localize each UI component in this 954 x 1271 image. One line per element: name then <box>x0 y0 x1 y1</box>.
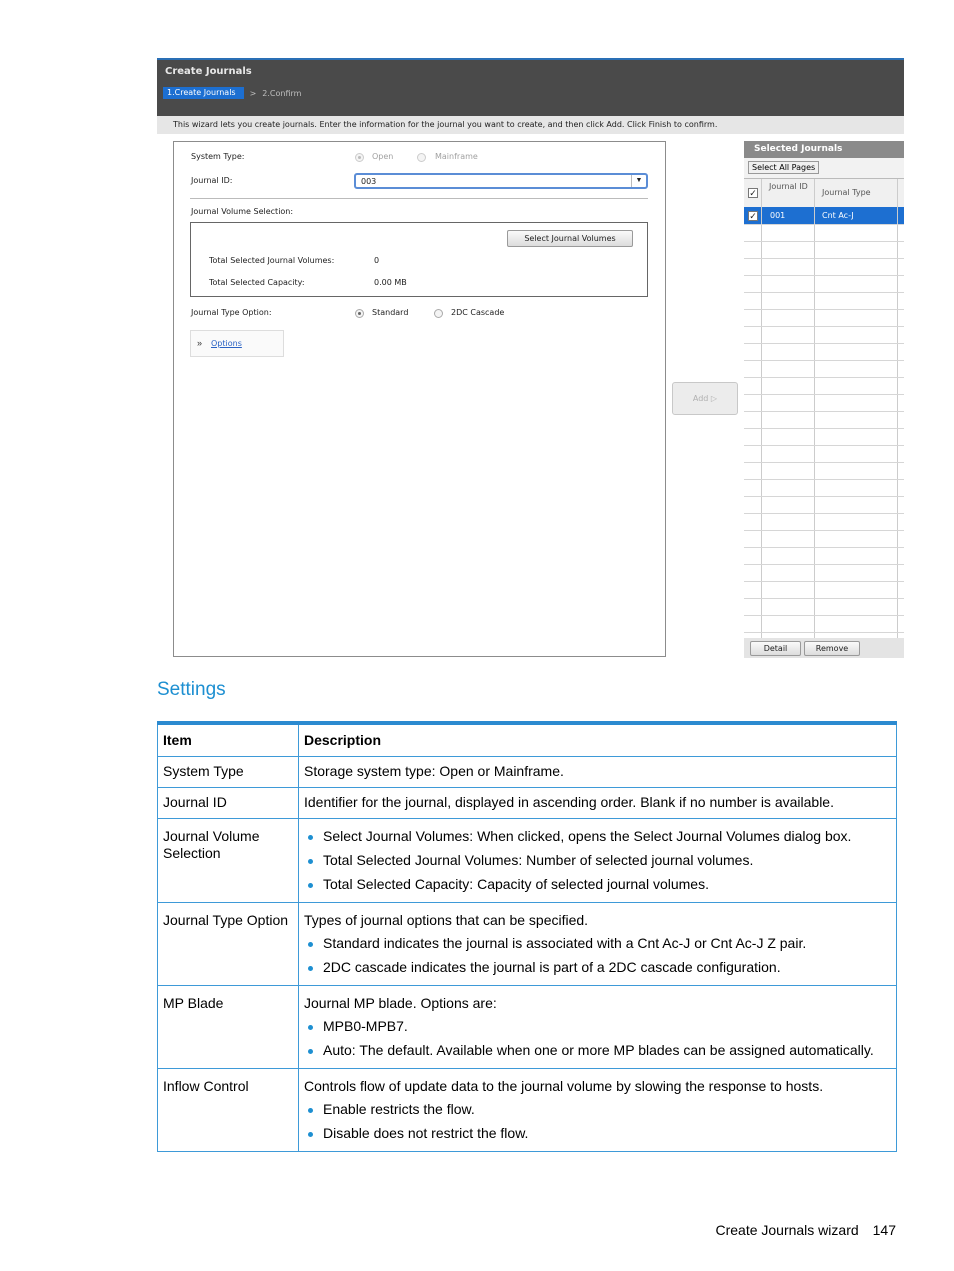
grid-row-line <box>744 615 904 616</box>
table-row <box>158 1069 897 1152</box>
grid-row-line <box>744 411 904 412</box>
table-row <box>158 788 897 819</box>
row-checkbox[interactable]: ✓ <box>749 211 757 221</box>
row-description: Storage system type: Open or Mainframe. <box>299 757 897 788</box>
step-create-journals[interactable]: 1.Create Journals <box>163 87 244 99</box>
journal-id-value: 003 <box>361 177 377 186</box>
grid-row-line <box>744 530 904 531</box>
grid-row-line <box>744 343 904 344</box>
volume-selection-label: Journal Volume Selection: <box>191 207 294 216</box>
table-row <box>158 986 897 1069</box>
bullet-icon <box>308 1132 313 1137</box>
grid-row-line <box>744 258 904 259</box>
mainframe-radio[interactable] <box>417 153 426 162</box>
bullet-text: Total Selected Capacity: Capacity of selected journal volumes. <box>323 876 709 892</box>
section-title: Settings <box>157 679 226 700</box>
bullet-list <box>304 828 891 893</box>
bullet-item <box>304 959 891 976</box>
journal-form <box>173 141 666 657</box>
row-description <box>299 903 897 986</box>
bullet-text: Standard indicates the journal is associated with a Cnt Ac-J or Cnt Ac-J Z pair. <box>323 935 807 951</box>
row-item: Inflow Control <box>158 1069 299 1152</box>
journal-id-label: Journal ID: <box>191 176 233 185</box>
header-item: Item <box>158 723 299 757</box>
bullet-item <box>304 1042 891 1059</box>
table-row <box>158 819 897 903</box>
journal-id-select[interactable] <box>354 173 648 189</box>
grid-row-line <box>744 598 904 599</box>
standard-radio[interactable] <box>355 309 364 318</box>
add-button-label: Add <box>692 394 709 403</box>
bullet-list <box>304 935 891 976</box>
grid-row-line <box>744 445 904 446</box>
grid-divider <box>761 179 762 639</box>
total-capacity-value: 0.00 MB <box>374 278 407 287</box>
header-description: Description <box>299 723 897 757</box>
selected-journals-panel <box>744 141 904 658</box>
row-lead: Controls flow of update data to the journal volume by slowing the response to hosts. <box>304 1078 824 1094</box>
grid-row-line <box>744 224 904 225</box>
row-description <box>299 1069 897 1152</box>
bullet-item <box>304 828 891 845</box>
table-header-row <box>158 723 897 757</box>
selected-journals-footer <box>744 638 904 658</box>
bullet-icon <box>308 942 313 947</box>
open-label: Open <box>372 152 394 161</box>
bullet-item <box>304 852 891 869</box>
dropdown-arrow-icon[interactable]: ▼ <box>631 175 646 187</box>
bullet-text: Disable does not restrict the flow. <box>323 1125 529 1141</box>
bullet-text: 2DC cascade indicates the journal is part of a 2DC cascade configuration. <box>323 959 781 975</box>
wizard-header <box>157 60 904 116</box>
grid-divider <box>897 179 898 639</box>
bullet-text: MPB0-MPB7. <box>323 1018 408 1034</box>
remove-button[interactable]: Remove <box>804 641 860 656</box>
double-chevron-down-icon: » <box>197 338 203 348</box>
wizard-title: Create Journals <box>165 66 252 77</box>
selected-journals-title: Selected Journals <box>744 141 904 158</box>
total-capacity-label: Total Selected Capacity: <box>209 278 305 287</box>
row-journal-type: Cnt Ac-J <box>822 211 854 220</box>
row-item: Journal Type Option <box>158 903 299 986</box>
bullet-icon <box>308 1025 313 1030</box>
grid-row-line <box>744 547 904 548</box>
bullet-icon <box>308 1108 313 1113</box>
bullet-item <box>304 876 891 893</box>
bullet-text: Auto: The default. Available when one or more MP blades can be assigned automatically. <box>323 1042 874 1058</box>
selected-journals-grid <box>744 178 904 639</box>
wizard-screenshot <box>157 58 904 660</box>
bullet-icon <box>308 966 313 971</box>
bullet-icon <box>308 835 313 840</box>
col-journal-id[interactable]: Journal ID <box>769 182 808 191</box>
step-separator: > <box>249 88 257 98</box>
2dc-cascade-radio[interactable] <box>434 309 443 318</box>
bullet-text: Total Selected Journal Volumes: Number of selected journal volumes. <box>323 852 754 868</box>
grid-divider <box>814 179 815 639</box>
total-volumes-label: Total Selected Journal Volumes: <box>209 256 335 265</box>
bullet-icon <box>308 883 313 888</box>
add-button[interactable]: Add ▷ <box>672 382 738 415</box>
row-description <box>299 819 897 903</box>
row-lead: Types of journal options that can be specified. <box>304 912 589 928</box>
grid-row-line <box>744 292 904 293</box>
grid-row-line <box>744 428 904 429</box>
volume-selection-box <box>190 222 648 297</box>
journal-type-option-label: Journal Type Option: <box>191 308 272 317</box>
grid-row-line <box>744 275 904 276</box>
grid-row-line <box>744 513 904 514</box>
grid-row-line <box>744 241 904 242</box>
grid-row-line <box>744 564 904 565</box>
grid-row-line <box>744 462 904 463</box>
bullet-item <box>304 935 891 952</box>
row-item: MP Blade <box>158 986 299 1069</box>
row-item: System Type <box>158 757 299 788</box>
footer-section-title: Create Journals wizard <box>715 1222 859 1238</box>
settings-table <box>157 721 897 1152</box>
page-number: 147 <box>872 1222 896 1238</box>
select-journal-volumes-button[interactable]: Select Journal Volumes <box>507 230 633 247</box>
grid-row-line <box>744 360 904 361</box>
standard-label: Standard <box>372 308 409 317</box>
grid-row-line <box>744 309 904 310</box>
page-footer <box>715 1222 896 1238</box>
table-row <box>158 757 897 788</box>
grid-row-line <box>744 632 904 633</box>
divider <box>190 198 648 199</box>
bullet-item <box>304 1125 891 1142</box>
mainframe-label: Mainframe <box>435 152 478 161</box>
bullet-text: Select Journal Volumes: When clicked, opens the Select Journal Volumes dialog box. <box>323 828 852 844</box>
bullet-list <box>304 1101 891 1142</box>
total-volumes-value: 0 <box>374 256 380 265</box>
options-expander[interactable] <box>190 330 284 357</box>
col-journal-type[interactable]: Journal Type <box>822 188 871 197</box>
system-type-label: System Type: <box>191 152 245 161</box>
row-lead: Journal MP blade. Options are: <box>304 995 497 1011</box>
bullet-item <box>304 1101 891 1118</box>
select-all-pages-button[interactable]: Select All Pages <box>748 161 819 174</box>
bullet-icon <box>308 859 313 864</box>
row-item: Journal ID <box>158 788 299 819</box>
wizard-steps <box>163 87 301 99</box>
options-link[interactable]: Options <box>211 339 242 348</box>
open-radio[interactable] <box>355 153 364 162</box>
table-row <box>158 903 897 986</box>
row-description <box>299 986 897 1069</box>
select-all-checkbox[interactable]: ✓ <box>749 188 757 198</box>
bullet-text: Enable restricts the flow. <box>323 1101 475 1117</box>
grid-row-line <box>744 394 904 395</box>
grid-row-line <box>744 377 904 378</box>
bullet-item <box>304 1018 891 1035</box>
grid-row-line <box>744 479 904 480</box>
grid-row-line <box>744 581 904 582</box>
bullet-list <box>304 1018 891 1059</box>
row-description: Identifier for the journal, displayed in ascending order. Blank if no number is available. <box>299 788 897 819</box>
wizard-intro-text: This wizard lets you create journals. Enter the information for the journal you want to create, and then click Add. Click Finish to confirm. <box>173 120 718 129</box>
row-journal-id: 001 <box>770 211 786 220</box>
grid-row-line <box>744 496 904 497</box>
step-confirm[interactable]: 2.Confirm <box>262 88 302 98</box>
row-item: Journal Volume Selection <box>158 819 299 903</box>
grid-row-line <box>744 326 904 327</box>
detail-button[interactable]: Detail <box>750 641 801 656</box>
2dc-cascade-label: 2DC Cascade <box>451 308 505 317</box>
wizard-intro-bar <box>157 116 904 134</box>
bullet-icon <box>308 1049 313 1054</box>
